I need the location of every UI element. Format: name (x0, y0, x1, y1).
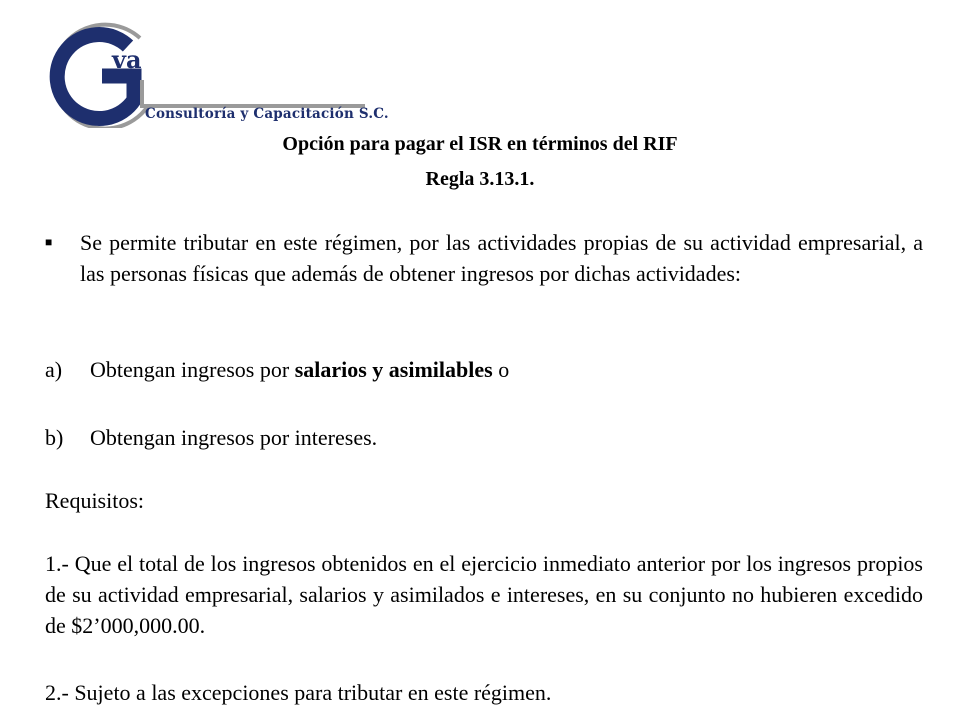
square-bullet-icon: ■ (45, 235, 53, 249)
requisitos-heading: Requisitos: (45, 488, 145, 513)
list-item-text-end: o (492, 357, 510, 382)
list-item-label: a) (45, 357, 63, 382)
list-item-text: Obtengan ingresos por intereses. (90, 425, 378, 450)
requisito-1: 1.- Que el total de los ingresos obtenidos en el ejercicio inmediato anterior por los ingresos propios de su actividad empresarial, salarios y asimilados e intereses, en su conjunto no hubieren excedido de $2’000,000.00. (45, 551, 923, 638)
bullet-text: Se permite tributar en este régimen, por las actividades propias de su actividad empresarial, a las personas físicas que además de obtener ingresos por dichas actividades: (80, 230, 923, 286)
list-item-text: Obtengan ingresos por (90, 357, 295, 382)
bullet-paragraph (45, 227, 923, 289)
list-item-label: b) (45, 425, 64, 450)
list-item-bold-text: salarios y asimilables (294, 357, 493, 382)
page-title: Opción para pagar el ISR en términos del RIF (282, 133, 678, 155)
list-item-b (45, 422, 915, 453)
company-name: Consultoría y Capacitación S.C. (145, 106, 389, 122)
logo-letters: va (112, 45, 142, 74)
requisito-2: 2.- Sujeto a las excepciones para tributar en este régimen. (45, 680, 552, 705)
list-item-a (45, 354, 915, 385)
rule-reference: Regla 3.13.1. (425, 168, 535, 190)
